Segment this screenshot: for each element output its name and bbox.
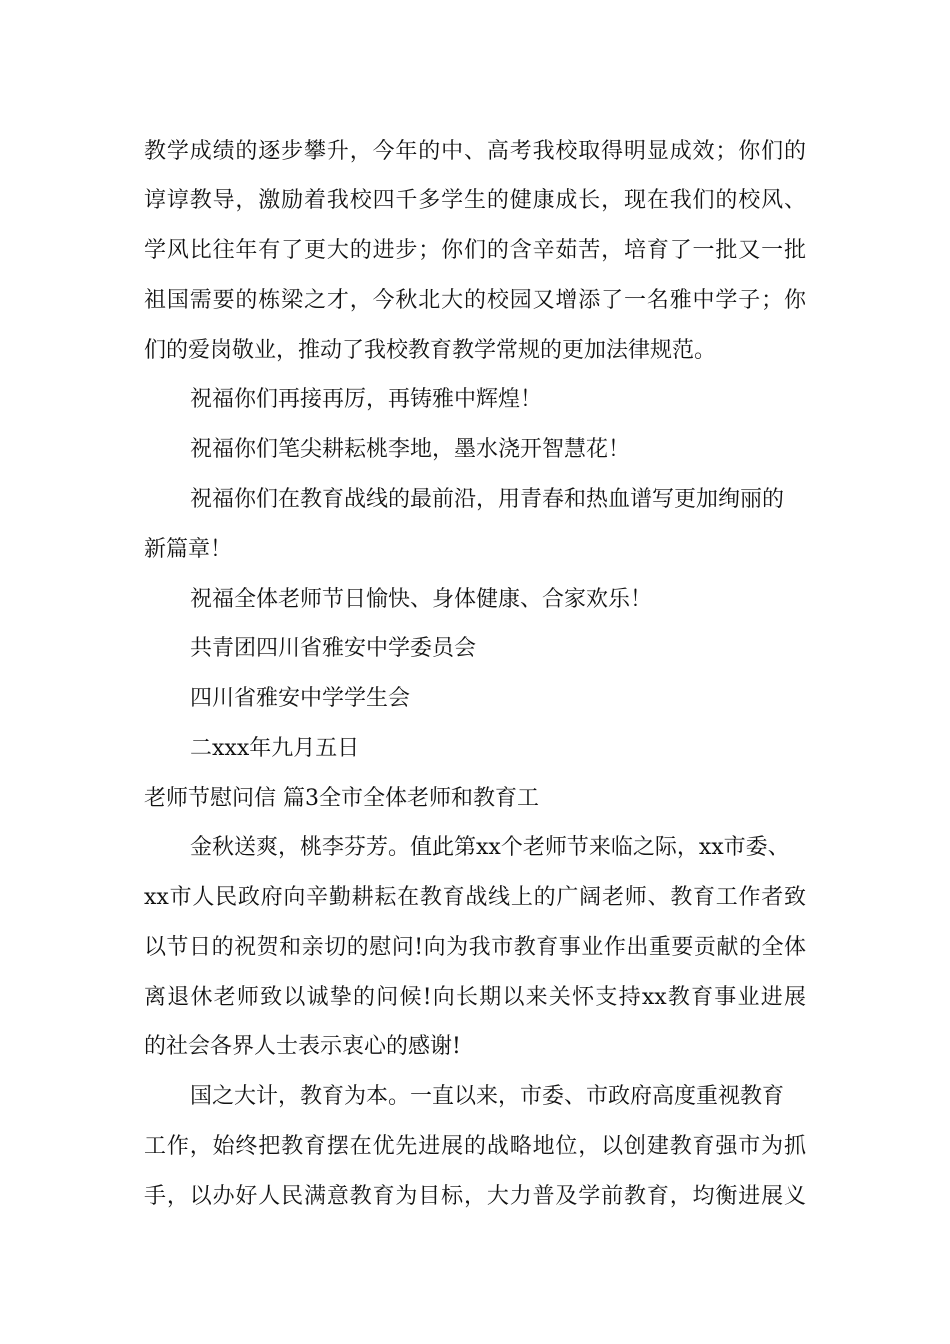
text-line: 祝福全体老师节日愉快、身体健康、合家欢乐！ bbox=[190, 587, 653, 612]
text-line: 祝福你们在教育战线的最前沿，用青春和热血谱写更加绚丽的 bbox=[190, 487, 785, 512]
text-line: 祝福你们笔尖耕耘桃李地，墨水浇开智慧花！ bbox=[190, 437, 631, 462]
text-line: 们的爱岗敬业，推动了我校教育教学常规的更加法律规范。 bbox=[144, 338, 717, 363]
text-line: 的社会各界人士表示衷心的感谢! bbox=[144, 1034, 461, 1059]
text-line: 以节日的祝贺和亲切的慰问!向为我市教育事业作出重要贡献的全体 bbox=[144, 935, 806, 960]
signature-line: 四川省雅安中学学生会 bbox=[190, 686, 411, 711]
text-line: 离退休老师致以诚挚的问候!向长期以来关怀支持xx教育事业进展 bbox=[144, 985, 806, 1010]
text-line: 金秋送爽，桃李芬芳。值此第xx个老师节来临之际，xx市委、 bbox=[190, 835, 790, 860]
text-line: 谆谆教导，激励着我校四千多学生的健康成长，现在我们的校风、 bbox=[144, 188, 806, 213]
text-line: 新篇章！ bbox=[144, 537, 233, 562]
text-line: 祖国需要的栋梁之才，今秋北大的校园又增添了一名雅中学子；你 bbox=[144, 288, 806, 313]
text-line: 国之大计，教育为本。一直以来，市委、市政府高度重视教育 bbox=[190, 1084, 785, 1109]
text-line: 手，以办好人民满意教育为目标，大力普及学前教育，均衡进展义 bbox=[144, 1184, 806, 1209]
text-line: 祝福你们再接再厉，再铸雅中辉煌！ bbox=[190, 387, 543, 412]
text-line: 学风比往年有了更大的进步；你们的含辛茹苦，培育了一批又一批 bbox=[144, 238, 806, 263]
section-heading: 老师节慰问信 篇3全市全体老师和教育工 bbox=[144, 786, 539, 811]
text-line: xx市人民政府向辛勤耕耘在教育战线上的广阔老师、教育工作者致 bbox=[144, 885, 806, 910]
date-line: 二xxx年九月五日 bbox=[190, 736, 360, 761]
text-line: 教学成绩的逐步攀升，今年的中、高考我校取得明显成效；你们的 bbox=[144, 139, 806, 164]
text-line: 工作，始终把教育摆在优先进展的战略地位，以创建教育强市为抓 bbox=[144, 1134, 806, 1159]
signature-line: 共青团四川省雅安中学委员会 bbox=[190, 636, 477, 661]
